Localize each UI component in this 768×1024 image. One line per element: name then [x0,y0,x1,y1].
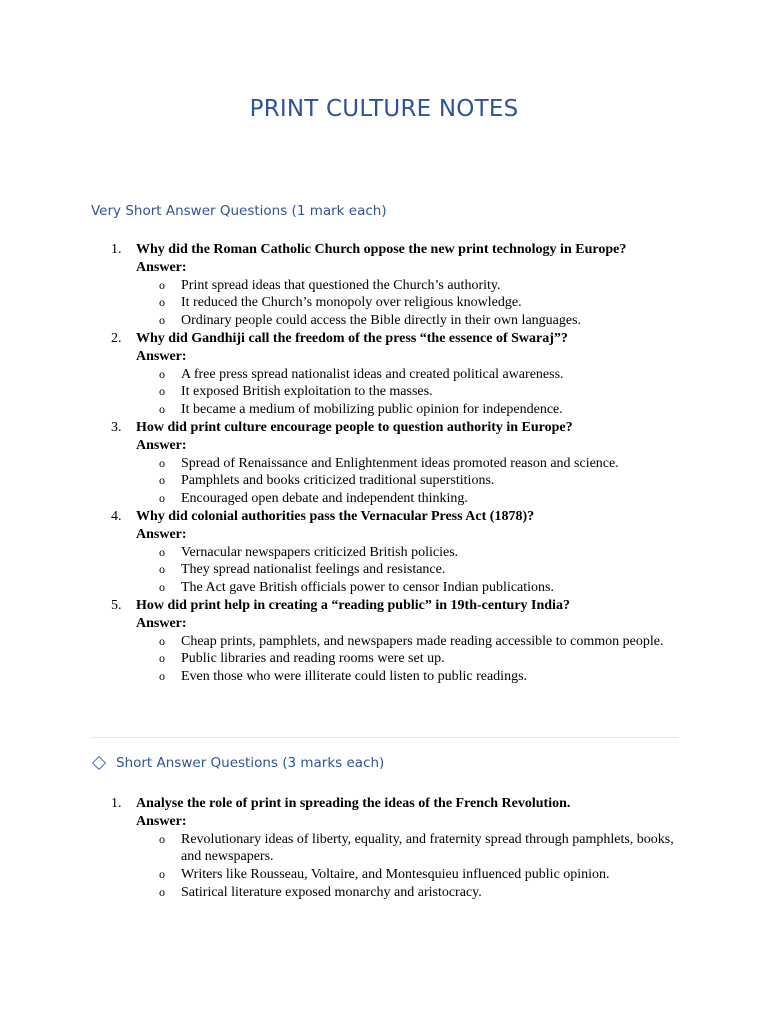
bullet-circle-icon: o [159,651,165,666]
answer-point-text: Revolutionary ideas of liberty, equality, and fraternity spread through pamphlets, books, and newspapers. [181,831,674,865]
answer-point [136,366,696,384]
answer-points [136,633,696,686]
answer-points [136,366,696,419]
answer-points [136,831,696,902]
question-number: 3. [111,419,122,435]
bullet-circle-icon: o [159,633,165,648]
question-number: 1. [111,242,122,257]
bullet-circle-icon: o [159,384,165,399]
answer-point-text: It reduced the Church’s monopoly over religious knowledge. [181,295,522,311]
answer-label: Answer: [136,813,187,829]
question-text: Why did Gandhiji call the freedom of the press “the essence of Swaraj”? [136,330,568,346]
answer-point-text: Spread of Renaissance and Enlightenment ideas promoted reason and science. [181,455,619,471]
bullet-circle-icon: o [159,867,165,882]
answer-point [136,866,696,884]
answer-point-text: It became a medium of mobilizing public opinion for independence. [181,402,563,418]
question-text: Why did colonial authorities pass the Vernacular Press Act (1878)? [136,508,535,524]
answer-point [136,831,696,867]
answer-point [136,650,696,668]
document-title: PRINT CULTURE NOTES [249,96,519,122]
answer-point [136,579,696,597]
answer-point [136,884,696,902]
section-heading-short-text: Short Answer Questions (3 marks each) [116,755,385,771]
bullet-circle-icon: o [159,831,165,846]
answer-point-text: Cheap prints, pamphlets, and newspapers made reading accessible to common people. [181,633,664,649]
question-item [111,330,696,419]
answer-label: Answer: [136,526,187,542]
answer-point [136,472,696,490]
bullet-circle-icon: o [159,295,165,310]
answer-point-text: The Act gave British officials power to censor Indian publications. [181,580,554,596]
answer-point [136,401,696,419]
bullet-circle-icon: o [159,544,165,559]
answer-point-text: Public libraries and reading rooms were set up. [181,651,445,667]
question-number: 4. [111,508,122,524]
bullet-circle-icon: o [159,884,165,899]
question-number: 1. [111,796,122,811]
answer-point [136,544,696,562]
answer-point [136,277,696,295]
answer-point [136,668,696,686]
bullet-circle-icon: o [159,313,165,328]
answer-label: Answer: [136,348,187,364]
section-heading-short [91,755,384,771]
answer-point [136,490,696,508]
bullet-circle-icon: o [159,562,165,577]
answer-point-text: Encouraged open debate and independent thinking. [181,491,468,507]
bullet-circle-icon: o [159,669,165,684]
bullet-circle-icon: o [159,473,165,488]
answer-point [136,455,696,473]
answer-point-text: It exposed British exploitation to the masses. [181,384,433,400]
question-item [111,241,696,330]
answer-points [136,455,696,508]
diamond-icon [92,756,106,770]
answer-label: Answer: [136,615,187,631]
section-divider [91,737,678,738]
answer-points [136,277,696,330]
question-number: 5. [111,597,122,613]
answer-point-text: They spread nationalist feelings and resistance. [181,562,446,578]
answer-point-text: Satirical literature exposed monarchy and aristocracy. [181,884,482,900]
answer-point [136,561,696,579]
bullet-circle-icon: o [159,491,165,506]
section-heading-very-short: Very Short Answer Questions (1 mark each) [91,203,387,219]
answer-point-text: Pamphlets and books criticized traditional superstitions. [181,473,495,489]
answer-point [136,294,696,312]
answer-point-text: Print spread ideas that questioned the Church’s authority. [181,277,501,293]
bullet-circle-icon: o [159,580,165,595]
question-item [111,508,696,597]
bullet-circle-icon: o [159,455,165,470]
answer-point [136,312,696,330]
question-item [111,419,696,508]
answer-point-text: Ordinary people could access the Bible directly in their own languages. [181,313,582,329]
bullet-circle-icon: o [159,277,165,292]
short-questions-list [111,795,696,902]
answer-point-text: A free press spread nationalist ideas and created political awareness. [181,366,564,382]
question-item [111,795,696,902]
answer-label: Answer: [136,259,187,275]
question-text: Analyse the role of print in spreading the ideas of the French Revolution. [136,796,571,811]
very-short-questions-list [111,241,696,686]
answer-label: Answer: [136,437,187,453]
answer-point-text: Even those who were illiterate could listen to public readings. [181,669,528,685]
question-text: How did print culture encourage people to question authority in Europe? [136,419,573,435]
question-item [111,597,696,686]
question-text: How did print help in creating a “reading public” in 19th-century India? [136,597,570,613]
answer-point [136,633,696,651]
bullet-circle-icon: o [159,366,165,381]
answer-points [136,544,696,597]
bullet-circle-icon: o [159,402,165,417]
answer-point-text: Writers like Rousseau, Voltaire, and Montesquieu influenced public opinion. [181,867,610,883]
question-text: Why did the Roman Catholic Church oppose the new print technology in Europe? [136,242,627,257]
answer-point [136,383,696,401]
question-number: 2. [111,330,122,346]
answer-point-text: Vernacular newspapers criticized British policies. [181,544,459,560]
